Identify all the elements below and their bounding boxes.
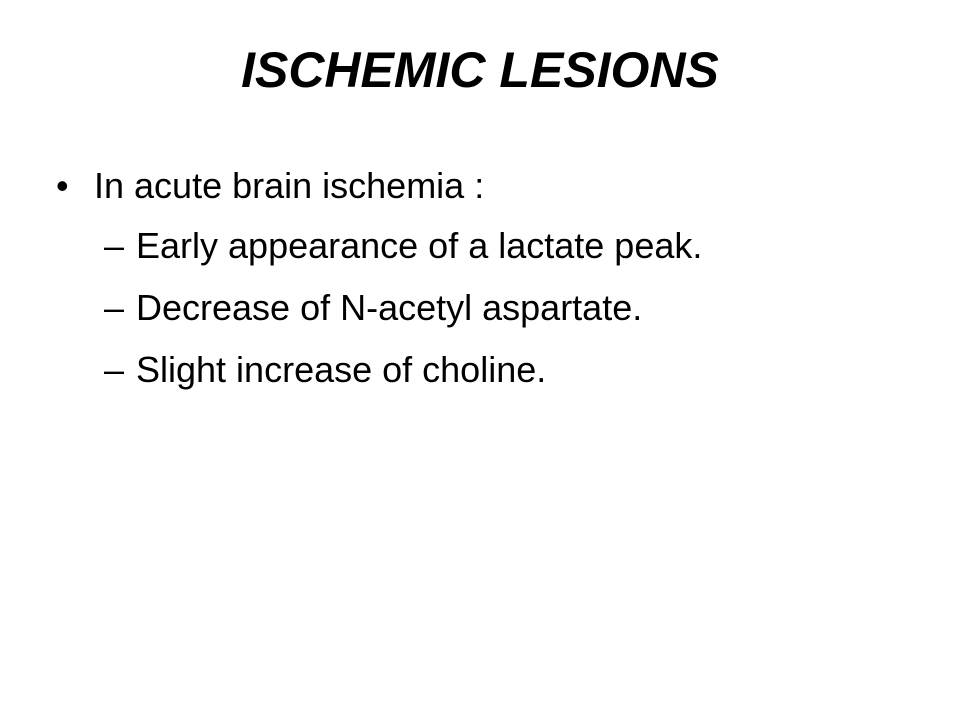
- sub-bullet-text: Slight increase of choline.: [136, 349, 547, 390]
- bullet-marker: •: [56, 165, 69, 206]
- dash-marker: –: [104, 287, 125, 328]
- slide-title: ISCHEMIC LESIONS: [241, 42, 719, 98]
- bullet-text: In acute brain ischemia :: [94, 165, 485, 206]
- sub-bullet-text: Early appearance of a lactate peak.: [136, 225, 703, 266]
- sub-bullet-text: Decrease of N-acetyl aspartate.: [136, 287, 643, 328]
- dash-marker: –: [104, 349, 125, 390]
- sub-bullet-item: [104, 284, 642, 332]
- sub-bullet-item: [104, 346, 546, 394]
- sub-bullet-item: [104, 222, 702, 270]
- bullet-item: [56, 162, 484, 210]
- dash-marker: –: [104, 225, 125, 266]
